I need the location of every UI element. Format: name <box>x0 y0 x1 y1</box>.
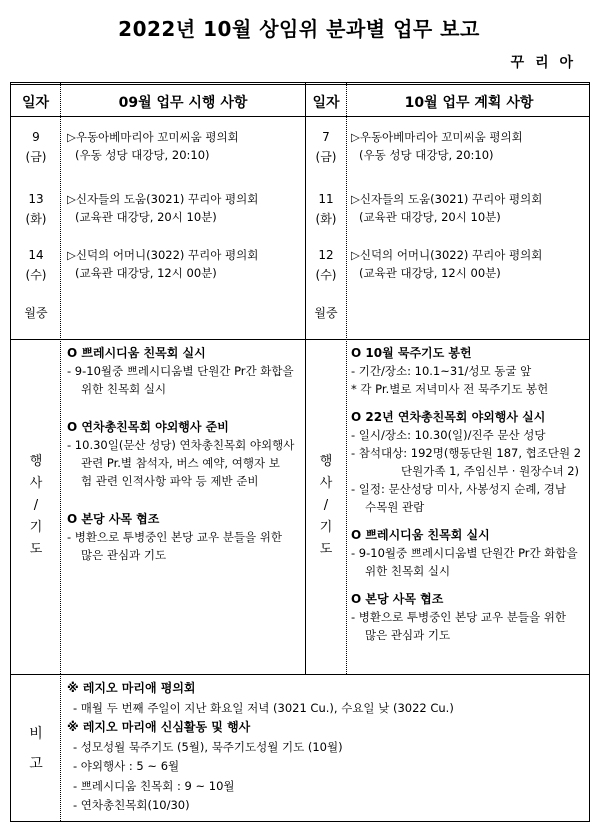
oct-event-heading-1: O 10월 묵주기도 봉헌 <box>351 346 472 360</box>
col-divider-1 <box>60 83 61 674</box>
oct-weekly: 월중 <box>314 306 338 320</box>
oct-item-1: ▷우동아베마리아 꼬미씨움 평의회 (우동 성당 대강당, 20:10) <box>351 130 523 162</box>
oct-event-heading-4: O 본당 사목 협조 <box>351 592 444 606</box>
sep-event-heading-3: O 본당 사목 협조 <box>67 512 160 526</box>
oct-date-1: 7 (금) <box>315 130 337 164</box>
sep-item-3: ▷신덕의 어머니(3022) 꾸리아 평의회 (교육관 대강당, 12시 00분) <box>67 248 259 280</box>
remarks: ※ 레지오 마리애 평의회 - 매월 두 번째 주일이 지난 화요일 저녁 (3021 Cu.), 수요일 낮 (3022 Cu.) ※ 레지오 마리애 신심활동 및 행사 - 성모성월 묵주기도 (5월), 묵주기도성월 기도 (10월) - 야외행사 : 5 ~ 6월 - 쁘레시디움 친목회 : 9 ~ 10월 - 연차총친목회(10/30) <box>67 679 587 816</box>
sep-weekly: 월중 <box>24 306 48 320</box>
sep-event-heading-2: O 연차총친목회 야외행사 준비 <box>67 420 229 434</box>
oct-event-label: 행 사 / 기 도 <box>319 454 333 557</box>
oct-item-3: ▷신덕의 어머니(3022) 꾸리아 평의회 (교육관 대강당, 12시 00분) <box>351 248 543 280</box>
sep-item-2: ▷신자들의 도움(3021) 꾸리아 평의회 (교육관 대강당, 20시 10분) <box>67 192 259 224</box>
header-bottom-line <box>11 116 589 117</box>
sep-events: O 쁘레시디움 친목회 실시 - 9-10월중 쁘레시디움별 단원간 Pr간 화합을 위한 친목회 실시 O 연차총친목회 야외행사 준비 - 10.30일(문산 성당) 연차총친목회 야외행사 관련 Pr.별 참석자, 버스 예약, 여행자 보 험 관련 인적사항 파악 등 제반 준비 O 본당 사목 협조 - 병환으로 투병중인 본당 교우 분들을 위한 많은 관심과 기도 <box>67 344 303 564</box>
oct-event-heading-2: O 22년 연차총친목회 야외행사 실시 <box>351 410 546 424</box>
oct-item-2: ▷신자들의 도움(3021) 꾸리아 평의회 (교육관 대강당, 20시 10분) <box>351 192 543 224</box>
report-table <box>10 82 590 822</box>
header-date-right: 일자 <box>312 95 340 111</box>
sep-date-3: 14 (수) <box>25 248 47 282</box>
sep-event-heading-1: O 쁘레시디움 친목회 실시 <box>67 346 206 360</box>
sep-date-2: 13 (화) <box>25 192 47 226</box>
remark-heading-1: ※ 레지오 마리애 평의회 <box>67 681 196 695</box>
sep-item-1: ▷우동아베마리아 꼬미씨움 평의회 (우동 성당 대강당, 20:10) <box>67 130 239 162</box>
events-bottom-line <box>11 674 589 675</box>
oct-date-2: 11 (화) <box>315 192 337 226</box>
header-date-left: 일자 <box>21 95 50 111</box>
remark-divider <box>60 674 61 821</box>
sep-event-label: 행 사 / 기 도 <box>29 454 43 557</box>
sep-date-1: 9 (금) <box>25 130 47 164</box>
oct-event-heading-3: O 쁘레시디움 친목회 실시 <box>351 528 490 542</box>
oct-events: O 10월 묵주기도 봉헌 - 기간/장소: 10.1~31/성모 동굴 앞 * 각 Pr.별로 저녁미사 전 묵주기도 봉헌 O 22년 연차총친목회 야외행사 실시 - 일시/장소: 10.30(일)/진주 문산 성당 - 참석대상: 192명(행동단원 187, 협조단원 2 단원가족 1, 주임신부 · 원장수녀 2) - 일정: 문산성당 미사, 사봉성지 순례, 경남 수목원 관람 O 쁘레시디움 친목회 실시 - 9-10월중 쁘레시디움별 단원간 Pr간 화합을 위한 친목회 실시 O 본당 사목 협조 - 병환으로 투병중인 본당 교우 분들을 위한 많은 관심과 기도 <box>351 344 589 644</box>
oct-date-3: 12 (수) <box>315 248 337 282</box>
document-title: 2022년 10월 상임위 분과별 업무 보고 <box>118 17 480 41</box>
header-top-line <box>11 84 589 85</box>
header-sep-done: 09월 업무 시행 사항 <box>118 95 248 111</box>
header-oct-plan: 10월 업무 계획 사항 <box>404 95 534 111</box>
col-divider-2 <box>305 83 306 674</box>
organization-name: 꾸 리 아 <box>510 55 576 71</box>
remark-label: 비 고 <box>29 726 43 772</box>
col-divider-3 <box>346 83 347 674</box>
remark-heading-2: ※ 레지오 마리애 신심활동 및 행사 <box>67 720 251 734</box>
schedule-bottom-line <box>11 339 589 340</box>
